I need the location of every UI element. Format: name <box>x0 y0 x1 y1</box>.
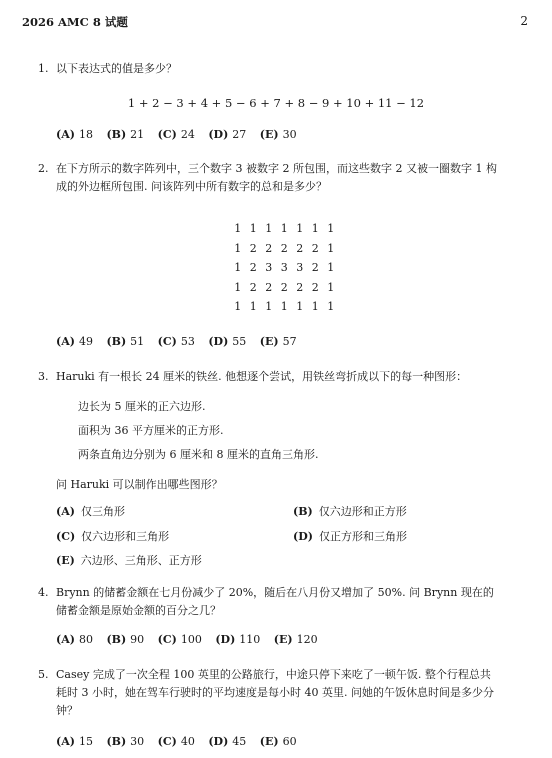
shape-option-triangle: 两条直角边分别为 6 厘米和 8 厘米的直角三角形. <box>78 448 319 461</box>
choice-a: (A) 仅三角形 <box>56 505 125 518</box>
array-cell: 1 <box>311 222 319 235</box>
problem-number: 4. <box>38 586 49 599</box>
array-cell: 2 <box>296 241 304 255</box>
array-cell: 2 <box>265 280 273 294</box>
problem-1 <box>38 60 528 78</box>
choice-e: (E) 57 <box>259 335 297 348</box>
problem-text-line-2: 成的外边框所包围. 问该阵列中所有数字的总和是多少？ <box>56 180 327 193</box>
array-cell: 1 <box>327 280 335 294</box>
problem-1-choices <box>56 128 307 141</box>
problem-text-line-1: 在下方所示的数字阵列中，三个数字 3 被数字 2 所包围，而这些数字 2 又被一圈数字 1 构 <box>56 162 497 175</box>
choice-b: (B) 51 <box>106 335 145 348</box>
problem-text: 以下表达式的值是多少？ <box>56 62 177 75</box>
problem-2-choices <box>56 335 307 348</box>
choice-b: (B) 90 <box>106 633 145 646</box>
problem-number: 5. <box>38 668 49 681</box>
array-cell: 1 <box>311 300 319 313</box>
array-cell: 2 <box>296 280 304 294</box>
array-cell: 1 <box>234 222 242 235</box>
choice-b: (B) 仅六边形和正方形 <box>293 505 407 518</box>
array-cell: 1 <box>327 261 335 274</box>
problem-number: 1. <box>38 62 49 75</box>
choice-c: (C) 40 <box>157 735 195 748</box>
problem-number: 3. <box>38 370 49 383</box>
array-cell: 1 <box>249 300 257 313</box>
array-cell: 3 <box>265 261 273 274</box>
problem-2 <box>38 160 528 196</box>
page-header <box>22 14 528 30</box>
choice-b: (B) 30 <box>106 735 145 748</box>
array-row <box>230 222 339 242</box>
array-cell: 1 <box>296 222 304 235</box>
choice-d: (D) 仅正方形和三角形 <box>293 530 407 543</box>
page-number: 2 <box>520 14 528 28</box>
shape-option-square: 面积为 36 平方厘米的正方形. <box>78 424 224 437</box>
choice-a: (A) 15 <box>56 735 93 748</box>
array-cell: 1 <box>265 300 273 313</box>
array-cell: 1 <box>327 300 335 313</box>
problem-1-expression: 1 + 2 − 3 + 4 + 5 − 6 + 7 + 8 − 9 + 10 + 11 − 12 <box>127 96 425 110</box>
number-array <box>230 222 339 320</box>
exam-title: 2026 AMC 8 试题 <box>22 15 128 29</box>
array-cell: 2 <box>311 280 319 294</box>
array-cell: 1 <box>280 222 288 235</box>
array-cell: 1 <box>234 300 242 313</box>
problem-text-line-2: 储蓄金额是原始金额的百分之几？ <box>56 604 221 617</box>
array-row <box>230 242 339 262</box>
array-cell: 1 <box>249 222 257 235</box>
choice-c: (C) 53 <box>157 335 195 348</box>
choice-e: (E) 120 <box>273 633 318 646</box>
array-cell: 2 <box>280 280 288 294</box>
array-cell: 1 <box>234 241 242 255</box>
problem-text-line-3: 钟？ <box>56 704 78 717</box>
array-row <box>230 281 339 301</box>
problem-text: Haruki 有一根长 24 厘米的铁丝. 他想逐个尝试，用铁丝弯折成以下的每一种图形： <box>56 370 468 383</box>
choice-b: (B) 21 <box>106 128 145 141</box>
problem-text-line-1: Casey 完成了一次全程 100 英里的公路旅行，中途只停下来吃了一顿午饭. 整个行程总共 <box>56 668 491 681</box>
choice-d: (D) 110 <box>215 633 261 646</box>
problem-4 <box>38 584 528 620</box>
array-cell: 1 <box>327 222 335 235</box>
array-cell: 2 <box>311 241 319 255</box>
array-cell: 2 <box>311 261 319 274</box>
array-cell: 3 <box>280 261 288 274</box>
array-cell: 1 <box>265 222 273 235</box>
array-cell: 2 <box>249 241 257 255</box>
array-cell: 1 <box>234 280 242 294</box>
problem-text-line-1: Brynn 的储蓄金额在七月份减少了 20%，随后在八月份又增加了 50%. 问 Brynn 现在的 <box>56 586 494 599</box>
array-row <box>230 300 339 320</box>
choice-a: (A) 80 <box>56 633 93 646</box>
choice-d: (D) 55 <box>208 335 247 348</box>
problem-4-choices <box>56 633 328 646</box>
array-cell: 3 <box>296 261 304 274</box>
choice-c: (C) 24 <box>157 128 195 141</box>
choice-e: (E) 30 <box>259 128 297 141</box>
choice-c: (C) 仅六边形和三角形 <box>56 530 170 543</box>
choice-d: (D) 27 <box>208 128 247 141</box>
choice-e: (E) 六边形、三角形、正方形 <box>56 554 202 567</box>
array-cell: 1 <box>234 261 242 274</box>
array-cell: 2 <box>249 261 257 274</box>
problem-3 <box>38 368 528 386</box>
array-cell: 1 <box>327 241 335 255</box>
array-cell: 2 <box>280 241 288 255</box>
problem-number: 2. <box>38 162 49 175</box>
shape-option-hexagon: 边长为 5 厘米的正六边形. <box>78 400 206 413</box>
choice-a: (A) 49 <box>56 335 93 348</box>
problem-text-line-2: 耗时 3 小时，她在驾车行驶时的平均速度是每小时 40 英里. 问她的午饭休息时间是多少分 <box>56 686 494 699</box>
problem-3-question: 问 Haruki 可以制作出哪些图形？ <box>56 478 223 491</box>
choice-a: (A) 18 <box>56 128 93 141</box>
array-cell: 2 <box>249 280 257 294</box>
choice-e: (E) 60 <box>259 735 297 748</box>
problem-5-choices <box>56 735 307 748</box>
choice-d: (D) 45 <box>208 735 247 748</box>
choice-c: (C) 100 <box>157 633 202 646</box>
array-cell: 2 <box>265 241 273 255</box>
array-cell: 1 <box>296 300 304 313</box>
array-cell: 1 <box>280 300 288 313</box>
problem-5 <box>38 666 528 720</box>
array-row <box>230 261 339 281</box>
